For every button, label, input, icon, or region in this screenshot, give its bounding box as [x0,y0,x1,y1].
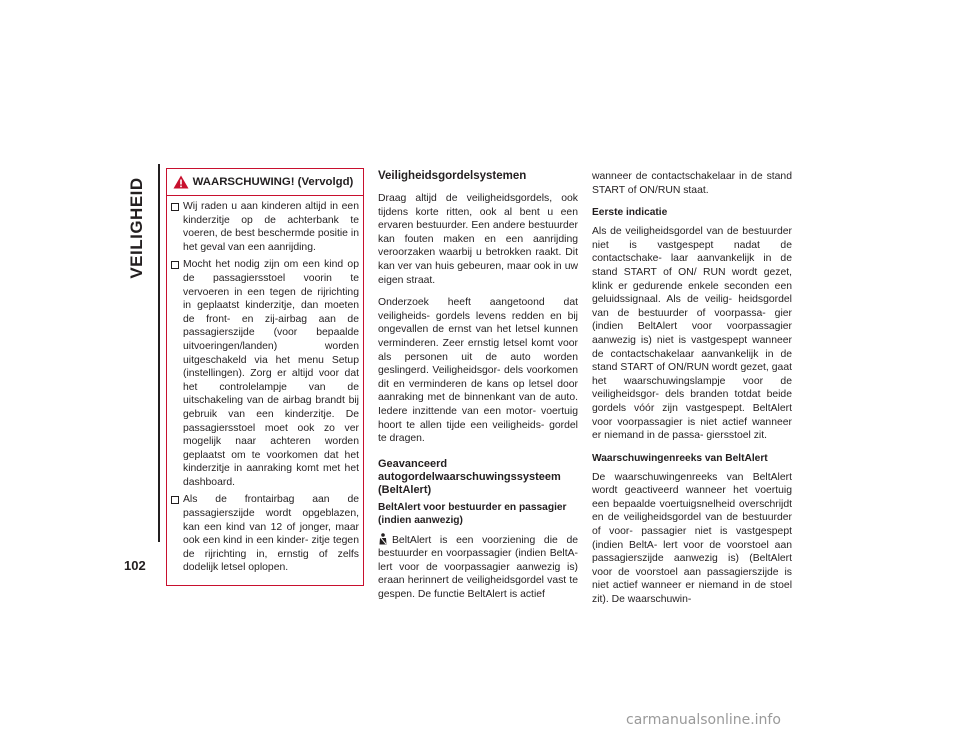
section-divider [158,164,160,542]
list-item: Als de frontairbag aan de passagierszijde wordt opgeblazen, kan een kind van 12 of jonger, maar ook een kind in een kinder- zitje tegen de rijrichting in, ernstig of zelfs dodelijk letsel oplopen. [171,493,359,575]
seatbelt-icon [378,533,388,545]
warning-box [166,168,364,586]
section-tab-label: VEILIGHEID [127,177,146,279]
warning-list [167,200,363,575]
bullet-square-icon [171,261,179,269]
warning-triangle-icon [173,175,189,189]
sub-subheading: BeltAlert voor bestuurder en passagier (indien aanwezig) [378,501,567,526]
paragraph: Als de veiligheidsgordel van de bestuurder niet is vastgespept nadat de contactschake- laar aanvankelijk in de stand START of ON/ RUN wordt gezet, klink er gedurende enkele seconden een geluidssignaal. Als de veilig- heidsgordel van de bestuurder of voorpassa- gier (indien BeltAlert voor voorpassagier aanwezig is) niet is vastgespept wanneer de contactschakelaar aanvankelijk in de stand START of ON/RUN wordt gezet, gaat het waarschuwingslampje voor de veiligheidsgor- dels branden totdat beide gordels vóór zijn vastgespept. BeltAlert voor voorpassagier is niet actief wanneer er niemand in de passa- giersstoel zit. [592,226,792,442]
content-column-3 [592,170,792,616]
content-column-2 [378,170,578,611]
list-item: Wij raden u aan kinderen altijd in een kinderzitje op de achterbank te voeren, de best beschermde positie in het geval van een aanrijding. [171,200,359,254]
subheading: Waarschuwingenreeks van BeltAlert [592,452,768,464]
bullet-square-icon [171,203,179,211]
paragraph: Onderzoek heeft aangetoond dat veiligheids- gordels levens redden en bij ongevallen de ernst van het letsel kunnen verminderen. Zeer ernstig letsel komt voor als personen uit de auto worden geslingerd. Veiligheidsgor- dels voorkomen dit en verminderen de kans op letsel door aanraking met de binnenkant van de auto. Iedere inzittende van een motor- voertuig hoort te allen tijde een veiligheids- gordel te dragen. [378,297,578,445]
warning-header [167,169,363,196]
subheading: Geavanceerd autogordelwaarschuwingssysteem (BeltAlert) [378,457,561,496]
paragraph: BeltAlert is een voorziening die de bestuurder en voorpassagier (indien BeltA- lert voor de voorpassagier aanwezig is) eraan herinnert de veiligheidsgordel vast te gespen. De functie BeltAlert is actief [378,534,578,601]
watermark: carmanualsonline.info [626,712,781,728]
bullet-square-icon [171,496,179,504]
list-item: Mocht het nodig zijn om een kind op de passagiersstoel voorin te vervoeren in een tegen de rijrichting in geplaatst kinderzitje, dan moeten de front- en zij-airbag aan de passagierszijde (voor bepaalde uitvoeringen/landen) worden uitgeschakeld via het menu Setup (instellingen). Zorg er altijd voor dat het controlelampje van de uitschakeling van de airbag brandt bij gebruik van een kinderzitje. De passagiersstoel moet ook zo ver mogelijk naar achteren worden geplaatst om te voorkomen dat het kinderzitje in aanraking komt met het dashboard. [171,258,359,489]
warning-title: WAARSCHUWING! (Vervolgd) [192,176,354,188]
page-number: 102 [124,558,146,573]
section-heading: Veiligheidsgordelsystemen [378,170,527,182]
section-tab [120,168,154,288]
paragraph: De waarschuwingenreeks van BeltAlert wordt geactiveerd wanneer het voertuig een bepaalde voertuigsnelheid overschrijdt en de veiligheidsgordel van de bestuurder of voor- passagier niet is vastgespept (indien BeltA- lert voor de voorstoel aan passagierszijde aanwezig is) (BeltAlert voor de voorstoel aan passagierszijde is niet actief wanneer er niemand in de stoel zit). De waarschuwin- [592,471,792,606]
paragraph: Draag altijd de veiligheidsgordels, ook tijdens korte ritten, ook al bent u een ervaren bestuurder. Een andere bestuurder kan fouten maken en een aanrijding veroorzaken waarbij u betrokken raakt. Dit kan ver van huis gebeuren, maar ook in uw eigen straat. [378,193,578,286]
subheading: Eerste indicatie [592,207,668,219]
paragraph: wanneer de contactschakelaar in de stand START of ON/RUN staat. [592,171,792,196]
